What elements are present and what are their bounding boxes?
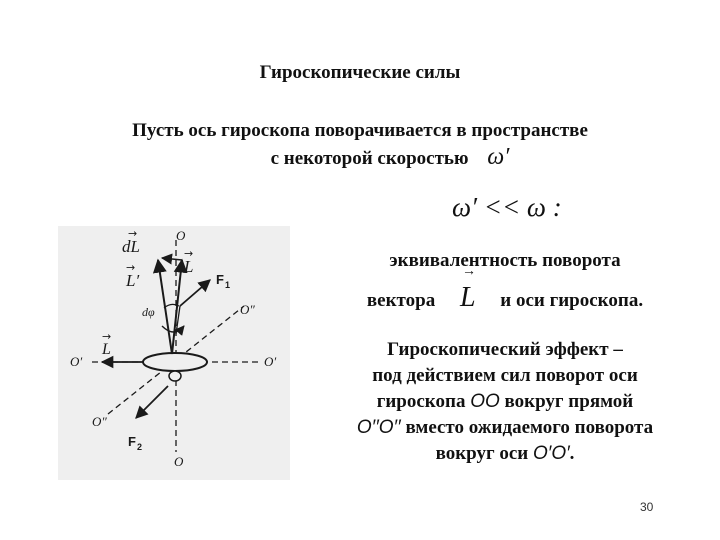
label-F1: F — [216, 272, 224, 287]
effect-line-4 — [300, 415, 710, 441]
axis-O1O1: O′O′ — [532, 443, 570, 464]
rotor-disk — [143, 353, 207, 371]
label-dphi: dφ — [142, 305, 155, 319]
label-L: L — [184, 257, 194, 276]
label-O-top: O — [176, 228, 186, 243]
intro-line-1: Пусть ось гироскопа поворачивается в пространстве — [132, 120, 588, 141]
label-L-prime: L′ — [126, 271, 140, 290]
label-L-arrow: → — [184, 247, 194, 260]
omega-prime-symbol: ω′ — [487, 144, 510, 170]
axis-OO: OO — [470, 391, 500, 412]
intro-text — [40, 118, 680, 172]
vector-word: вектора — [366, 290, 436, 311]
label-O-prime-left: O′ — [70, 354, 83, 369]
label-L-horizontal-arrow: → — [102, 330, 112, 343]
intro-line-2-text: с некоторой скоростью — [270, 148, 469, 169]
label-O-dprime-right: O″ — [240, 302, 255, 317]
label-dL-arrow: → — [128, 227, 138, 240]
effect-line-3-c: вокруг прямой — [504, 391, 634, 412]
axis-O2O2: O′′O′′ — [356, 417, 401, 438]
effect-line-4-b: вместо ожидаемого поворота — [405, 417, 654, 438]
rotor-hub — [169, 371, 181, 381]
gyroscope-figure — [58, 226, 290, 480]
axis-text: и оси гироскопа. — [500, 290, 644, 311]
equivalence-line: эквивалентность поворота — [389, 250, 621, 271]
label-L-horizontal: L — [102, 341, 111, 358]
label-O-bottom: O — [174, 454, 184, 469]
effect-line-3 — [300, 389, 710, 415]
gyro-effect-paragraph — [300, 337, 710, 467]
label-O-dprime-left: O″ — [92, 414, 107, 429]
label-L-prime-arrow: → — [126, 261, 136, 274]
label-F1-sub: 1 — [225, 280, 231, 290]
vector-line — [300, 282, 710, 314]
intro-line-2 — [40, 144, 680, 172]
page-number: 30 — [640, 500, 654, 514]
effect-line-3-a: гироскопа — [376, 391, 466, 412]
effect-line-1: Гироскопический эффект – — [387, 339, 623, 360]
label-F2: F — [128, 434, 136, 449]
effect-line-5-period: . — [569, 443, 575, 464]
label-F2-sub: 2 — [137, 442, 143, 452]
label-O-prime-right: O′ — [264, 354, 277, 369]
effect-line-5-a: вокруг оси — [435, 443, 529, 464]
condition-formula: ω′ << ω : — [452, 192, 562, 222]
effect-line-2: под действием сил поворот оси — [372, 365, 638, 386]
effect-line-5 — [300, 441, 710, 467]
vector-L-symbol: → L — [460, 282, 476, 313]
label-dL: dL — [122, 237, 140, 256]
slide-title: Гироскопические силы — [259, 62, 461, 83]
